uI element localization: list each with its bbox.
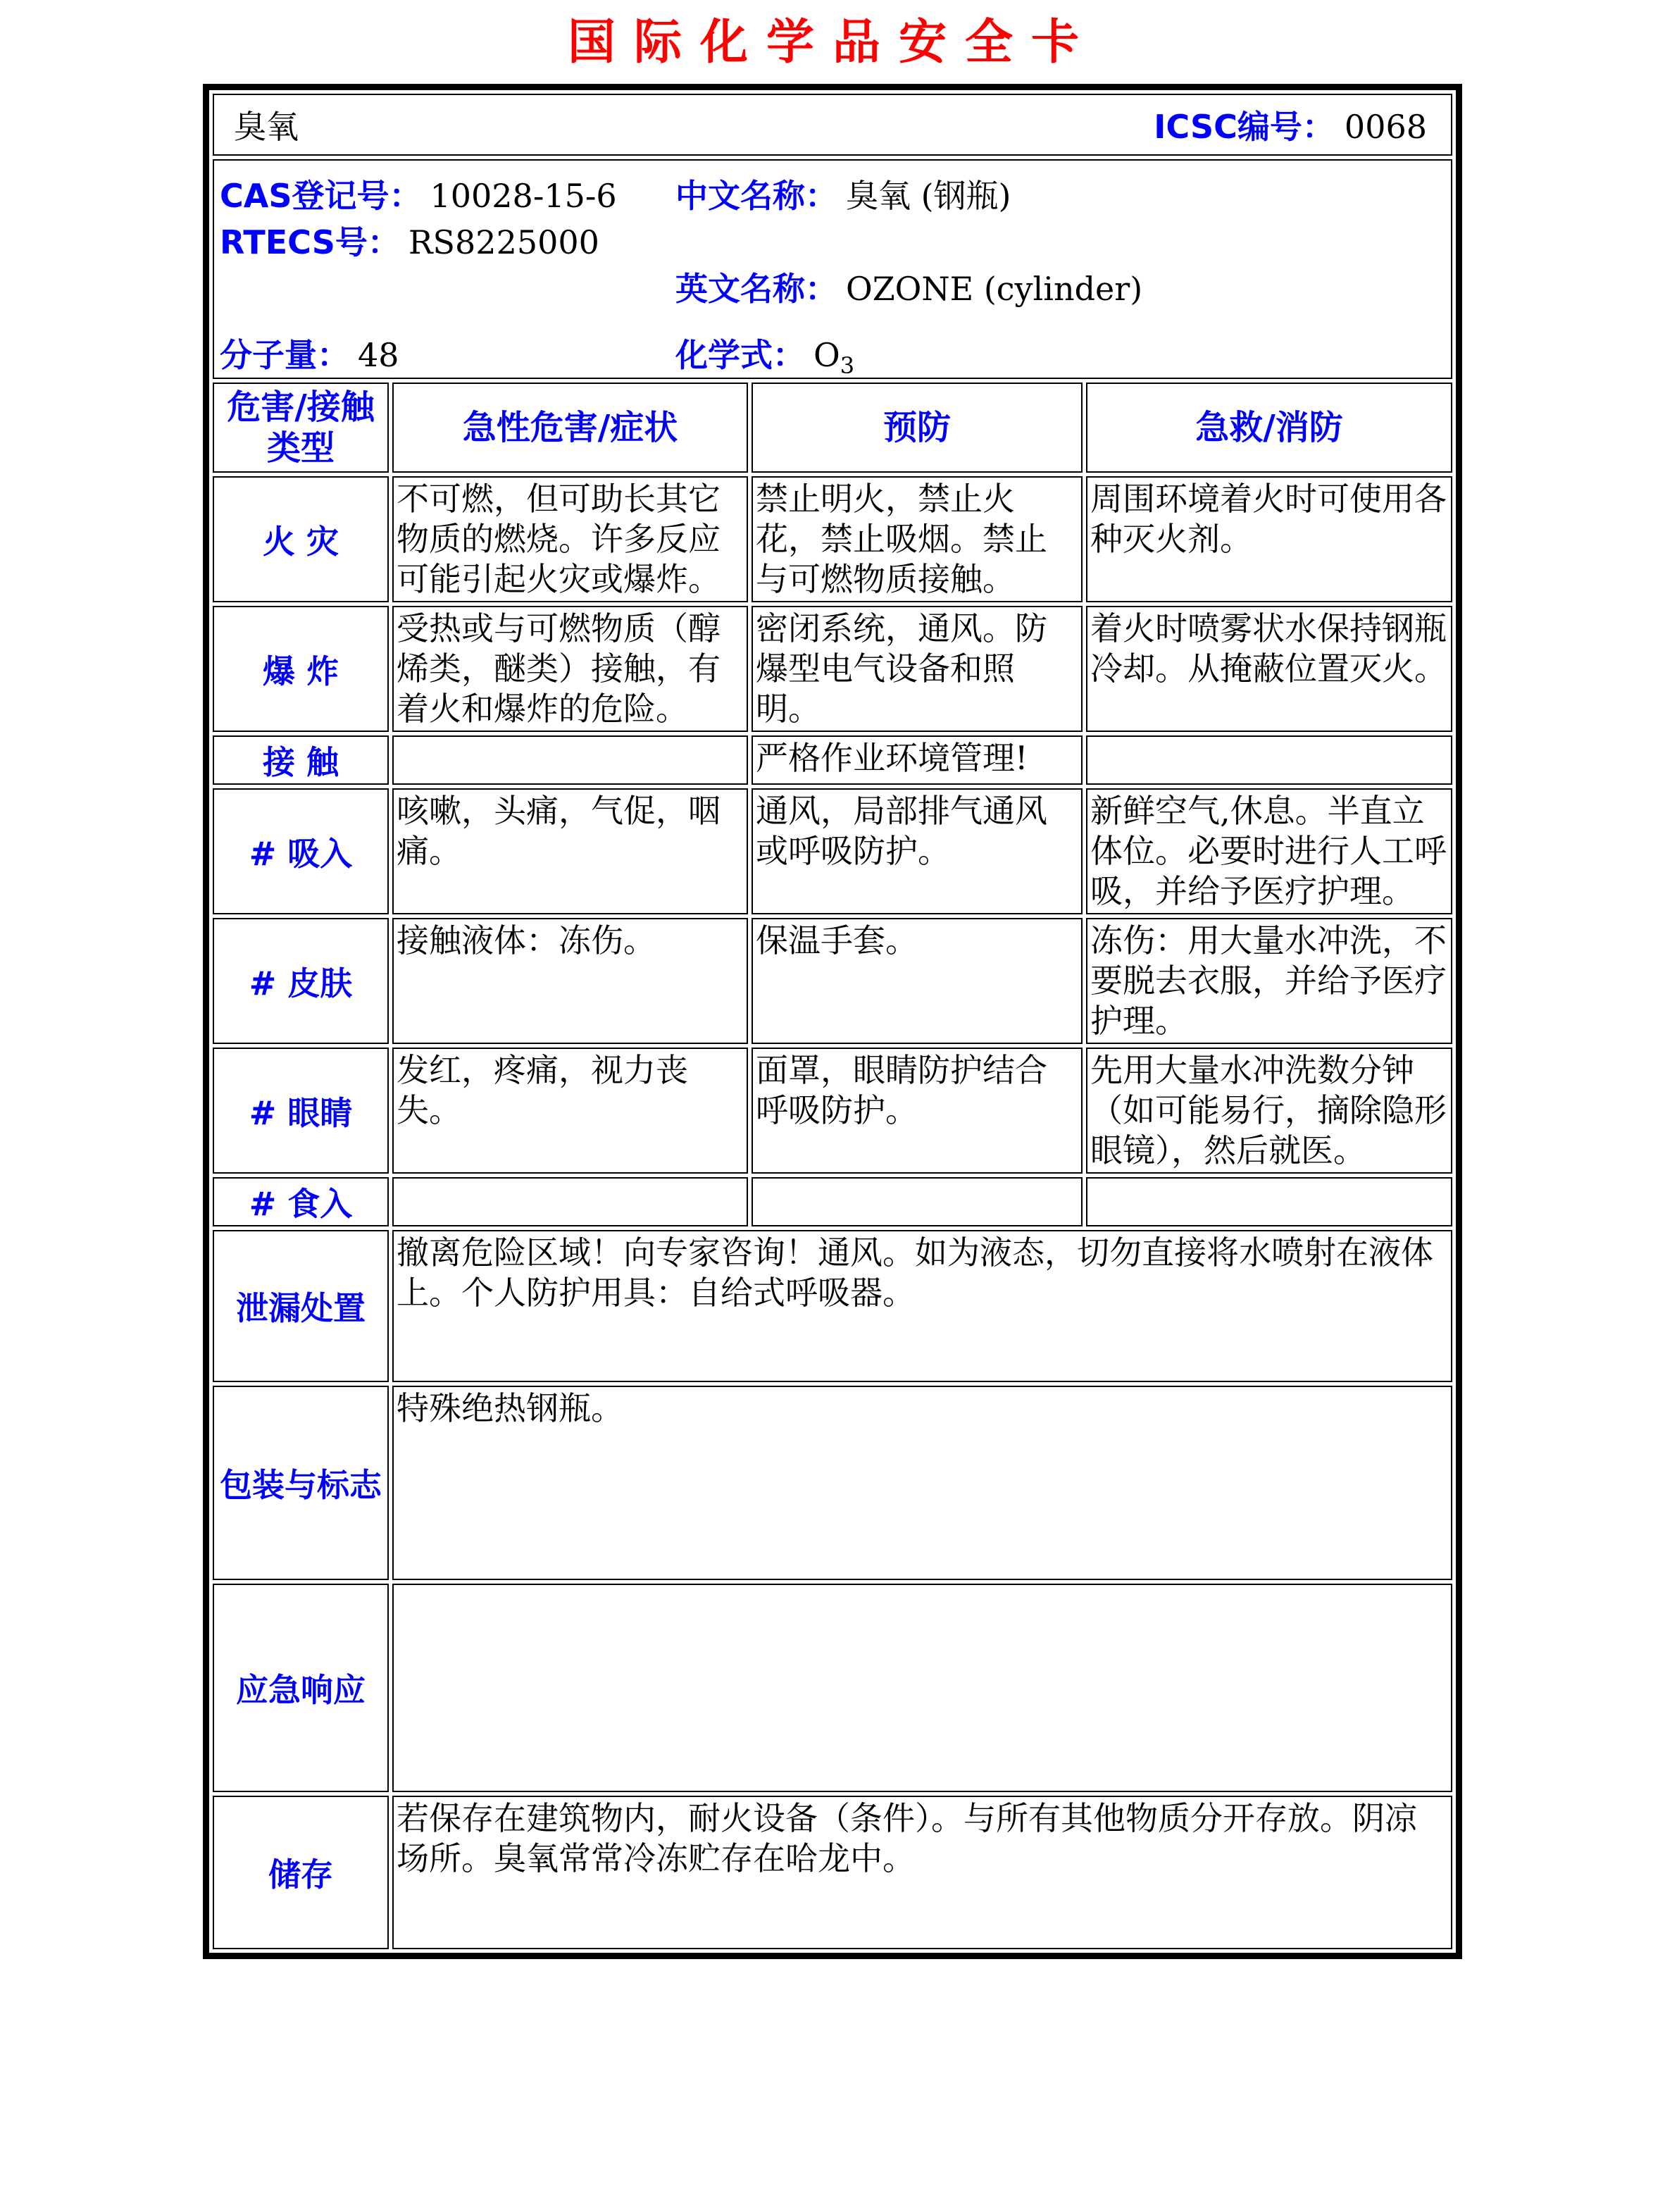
section-row-packaging-labelling bbox=[213, 1386, 1452, 1580]
card-header-row bbox=[213, 94, 1452, 156]
column-header-prevention: 预防 bbox=[752, 383, 1083, 473]
ingestion-prevention-cell bbox=[752, 1177, 1083, 1226]
chemical-formula-field bbox=[675, 330, 854, 379]
ingestion-label: # 食入 bbox=[213, 1177, 389, 1226]
chinese-name-field bbox=[675, 170, 1011, 217]
card-header-content bbox=[214, 101, 1451, 148]
eyes-prevention-cell: 面罩，眼睛防护结合呼吸防护。 bbox=[752, 1048, 1083, 1174]
rtecs-number-value: RS8225000 bbox=[408, 223, 599, 261]
icsc-number-group bbox=[1154, 101, 1427, 148]
section-row-emergency-response bbox=[213, 1584, 1452, 1792]
packaging-labelling-content: 特殊绝热钢瓶。 bbox=[392, 1386, 1452, 1580]
identification-row bbox=[213, 159, 1452, 379]
inhalation-symptoms-cell: 咳嗽，头痛，气促，咽痛。 bbox=[392, 788, 748, 914]
section-row-spill-disposal bbox=[213, 1230, 1452, 1382]
rtecs-number-field bbox=[220, 217, 599, 263]
column-header-symptoms: 急性危害/症状 bbox=[392, 383, 748, 473]
section-row-storage bbox=[213, 1796, 1452, 1949]
inhalation-first-aid-cell: 新鲜空气,休息。半直立体位。必要时进行人工呼吸，并给予医疗护理。 bbox=[1086, 788, 1452, 914]
card-header-cell bbox=[213, 94, 1452, 156]
hazard-row-contact bbox=[213, 735, 1452, 785]
explosion-symptoms-cell: 受热或与可燃物质（醇烯类，醚类）接触，有着火和爆炸的危险。 bbox=[392, 606, 748, 732]
formula-base: O bbox=[813, 336, 840, 374]
explosion-prevention-cell: 密闭系统，通风。防爆型电气设备和照明。 bbox=[752, 606, 1083, 732]
chinese-name-label: 中文名称： bbox=[675, 177, 837, 215]
english-name-value: OZONE (cylinder) bbox=[845, 270, 1143, 308]
emergency-response-content bbox=[392, 1584, 1452, 1792]
contact-label: 接 触 bbox=[213, 735, 389, 785]
hazard-row-inhalation bbox=[213, 788, 1452, 914]
eyes-label: # 眼睛 bbox=[213, 1048, 389, 1174]
english-name-field bbox=[675, 263, 1142, 310]
molecular-weight-value: 48 bbox=[357, 336, 399, 374]
spill-disposal-content: 撤离危险区域！向专家咨询！通风。如为液态，切勿直接将水喷射在液体上。个人防护用具：自给式呼吸器。 bbox=[392, 1230, 1452, 1382]
chemical-formula-label: 化学式： bbox=[675, 336, 805, 374]
hazard-row-eyes bbox=[213, 1048, 1452, 1174]
inhalation-label: # 吸入 bbox=[213, 788, 389, 914]
spill-disposal-label: 泄漏处置 bbox=[213, 1230, 389, 1382]
skin-symptoms-cell: 接触液体：冻伤。 bbox=[392, 918, 748, 1044]
column-header-first-aid: 急救/消防 bbox=[1086, 383, 1452, 473]
skin-label: # 皮肤 bbox=[213, 918, 389, 1044]
eyes-symptoms-cell: 发红，疼痛，视力丧失。 bbox=[392, 1048, 748, 1174]
fire-prevention-cell: 禁止明火，禁止火花，禁止吸烟。禁止与可燃物质接触。 bbox=[752, 476, 1083, 602]
skin-first-aid-cell: 冻伤：用大量水冲洗，不要脱去衣服，并给予医疗护理。 bbox=[1086, 918, 1452, 1044]
rtecs-number-label: RTECS号： bbox=[219, 223, 400, 261]
chinese-name-value: 臭氧 (钢瓶) bbox=[845, 177, 1011, 215]
storage-label: 储存 bbox=[213, 1796, 389, 1949]
identification-cell bbox=[213, 159, 1452, 379]
packaging-labelling-label: 包装与标志 bbox=[213, 1386, 389, 1580]
hazard-row-ingestion bbox=[213, 1177, 1452, 1226]
molecular-weight-field bbox=[220, 330, 399, 376]
contact-prevention-cell: 严格作业环境管理! bbox=[752, 735, 1083, 785]
chemical-formula-value bbox=[813, 336, 855, 379]
eyes-first-aid-cell: 先用大量水冲洗数分钟（如可能易行，摘除隐形眼镜），然后就医。 bbox=[1086, 1048, 1452, 1174]
fire-first-aid-cell: 周围环境着火时可使用各种灭火剂。 bbox=[1086, 476, 1452, 602]
formula-subscript: 3 bbox=[840, 352, 855, 379]
page-title: 国际化学品安全卡 bbox=[567, 14, 1097, 70]
identification-content bbox=[214, 161, 1451, 379]
ingestion-symptoms-cell bbox=[392, 1177, 748, 1226]
icsc-number-label: ICSC编号： bbox=[1154, 108, 1335, 146]
fire-label: 火 灾 bbox=[213, 476, 389, 602]
storage-content: 若保存在建筑物内，耐火设备（条件）。与所有其他物质分开存放。阴凉场所。臭氧常常冷冻贮存在哈龙中。 bbox=[392, 1796, 1452, 1949]
cas-number-value: 10028-15-6 bbox=[430, 177, 617, 215]
contact-symptoms-cell bbox=[392, 735, 748, 785]
chemical-name: 臭氧 bbox=[233, 108, 299, 146]
hazard-row-skin bbox=[213, 918, 1452, 1044]
cas-number-label: CAS登记号： bbox=[219, 177, 422, 215]
emergency-response-label: 应急响应 bbox=[213, 1584, 389, 1792]
hazard-row-explosion bbox=[213, 606, 1452, 732]
icsc-number-value: 0068 bbox=[1344, 108, 1427, 146]
contact-first-aid-cell bbox=[1086, 735, 1452, 785]
cas-number-field bbox=[220, 170, 617, 217]
ingestion-first-aid-cell bbox=[1086, 1177, 1452, 1226]
explosion-first-aid-cell: 着火时喷雾状水保持钢瓶冷却。从掩蔽位置灭火。 bbox=[1086, 606, 1452, 732]
molecular-weight-label: 分子量： bbox=[219, 336, 349, 374]
icsc-card-table bbox=[203, 84, 1462, 1959]
english-name-label: 英文名称： bbox=[675, 270, 837, 308]
inhalation-prevention-cell: 通风，局部排气通风或呼吸防护。 bbox=[752, 788, 1083, 914]
column-header-row bbox=[213, 383, 1452, 473]
hazard-row-fire bbox=[213, 476, 1452, 602]
skin-prevention-cell: 保温手套。 bbox=[752, 918, 1083, 1044]
explosion-label: 爆 炸 bbox=[213, 606, 389, 732]
fire-symptoms-cell: 不可燃，但可助长其它物质的燃烧。许多反应可能引起火灾或爆炸。 bbox=[392, 476, 748, 602]
column-header-hazard-type: 危害/接触类型 bbox=[213, 383, 389, 473]
